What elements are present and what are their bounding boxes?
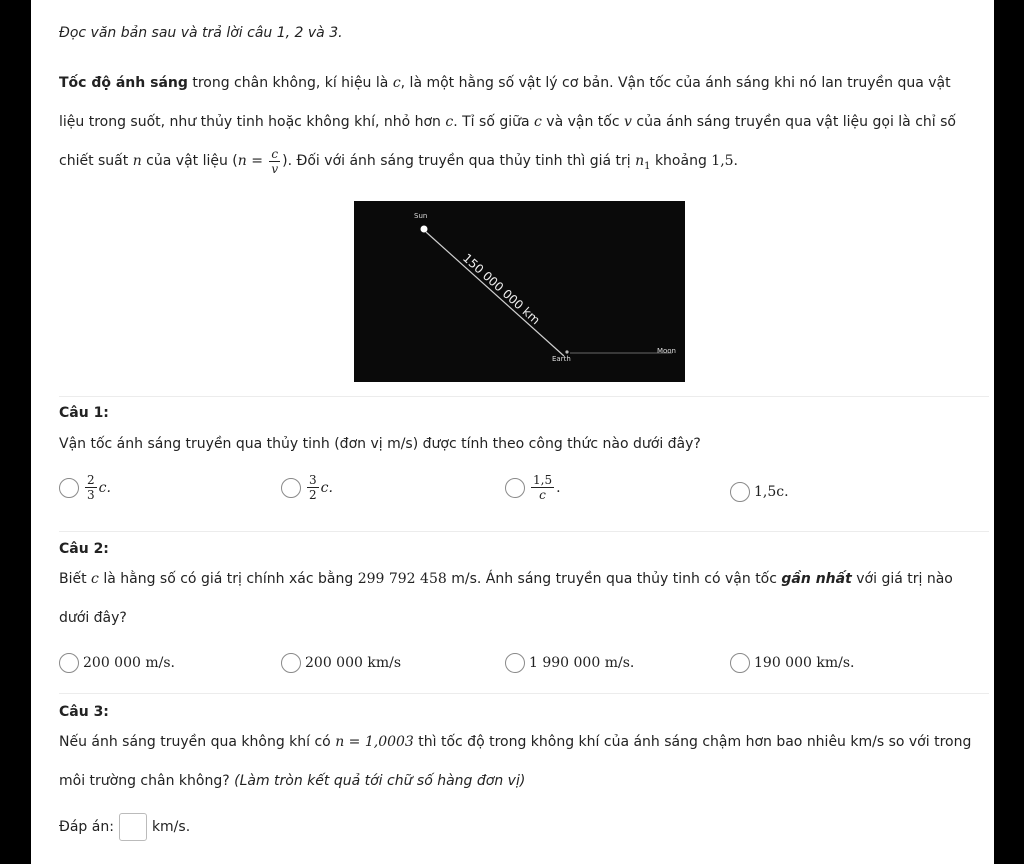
passage-text: trong chân không, kí hiệu là [187, 75, 393, 91]
passage-text: của vật liệu ( [141, 153, 238, 169]
fraction-numerator: 2 [87, 473, 95, 487]
passage-text: ). Đối với ánh sáng truyền qua thủy tinh thì giá trị [282, 153, 636, 169]
radio-button[interactable] [730, 482, 750, 502]
sun-label: Sun [414, 212, 428, 220]
option-suffix: . [556, 479, 561, 496]
q3-formula: n = 1,0003 [335, 734, 414, 750]
symbol-n: n [132, 153, 142, 169]
q3-title: Câu 3: [59, 704, 109, 720]
option-label: 200 000 km/s [305, 655, 402, 671]
radio-button[interactable] [59, 478, 79, 498]
symbol-c: c [534, 114, 542, 130]
q2-option-c[interactable] [505, 653, 634, 673]
distance-label: 150 000 000 km [459, 250, 543, 328]
q3-text-part: Nếu ánh sáng truyền qua không khí có [59, 734, 336, 750]
refractive-index-value: 1,5. [711, 153, 739, 169]
q2-text [59, 560, 984, 638]
passage-text: , là một hằng số vật lý cơ bản. Vận tốc của ánh sáng khi nó lan truyền qua vật liệu trong suốt, như thủy tinh hoặc không khí, nhỏ hơn [59, 75, 951, 130]
q2-option-d[interactable] [730, 653, 854, 673]
q2-text-part: Biết [59, 571, 92, 587]
sun-earth-figure [354, 201, 685, 382]
q2-option-a[interactable] [59, 653, 175, 673]
q2-title: Câu 2: [59, 541, 109, 557]
option-fraction [531, 474, 554, 501]
option-fraction [307, 474, 319, 501]
radio-button[interactable] [59, 653, 79, 673]
q3-text-part: thì tốc độ trong không khí của ánh sáng chậm hơn bao nhiêu km/s so với trong môi trường chân không? [59, 734, 972, 789]
q1-option-b[interactable] [281, 474, 333, 501]
q1-option-a[interactable] [59, 474, 111, 501]
passage-bold-lead: Tốc độ ánh sáng [59, 75, 188, 91]
answer-input[interactable] [119, 813, 147, 841]
fraction-numerator: 3 [309, 473, 317, 487]
option-label: 200 000 m/s. [83, 655, 175, 671]
passage [59, 64, 974, 186]
speed-of-light-value: 299 792 458 [357, 571, 447, 587]
radio-button[interactable] [730, 653, 750, 673]
answer-label: Đáp án: [59, 819, 114, 835]
radio-button[interactable] [505, 653, 525, 673]
earth-dot [565, 350, 568, 353]
symbol-c: c [392, 75, 401, 91]
passage-text: . Tỉ số giữa [453, 114, 535, 130]
q2-text-part: với giá trị nào dưới đây? [59, 571, 953, 626]
answer-unit: km/s. [151, 819, 191, 835]
divider [59, 693, 989, 694]
q2-text-part: m/s. Ánh sáng truyền qua thủy tinh có vận tốc [446, 571, 782, 587]
radio-button[interactable] [281, 653, 301, 673]
question-page [31, 0, 994, 864]
moon-label: Moon [656, 347, 676, 355]
fraction-numerator: c [271, 146, 279, 161]
q1-text: Vận tốc ánh sáng truyền qua thủy tinh (đơn vị m/s) được tính theo công thức nào dưới đây? [59, 436, 701, 452]
q1-title: Câu 1: [59, 405, 109, 421]
passage-text: khoảng [650, 153, 712, 169]
fraction-denominator: v [271, 161, 279, 176]
fraction-denominator: 3 [87, 488, 95, 502]
sun-dot [421, 226, 428, 233]
q2-option-b[interactable] [281, 653, 401, 673]
option-fraction [85, 474, 97, 501]
divider [59, 531, 989, 532]
symbol-c: c [445, 114, 454, 130]
symbol-n1: n [635, 153, 645, 169]
fraction-denominator: 2 [309, 488, 317, 502]
symbol-c: c [91, 571, 99, 587]
earth-label: Earth [552, 355, 571, 363]
sun-earth-diagram [354, 201, 685, 382]
passage-text: và vận tốc [541, 114, 625, 130]
symbol-v: v [624, 114, 632, 130]
option-label: 1,5c. [754, 484, 789, 500]
q1-option-c[interactable] [505, 474, 561, 501]
formula-lhs: n = [237, 153, 263, 169]
option-suffix: c. [98, 479, 111, 496]
answer-row [59, 813, 190, 841]
radio-button[interactable] [505, 478, 525, 498]
intro-instruction: Đọc văn bản sau và trả lời câu 1, 2 và 3. [59, 25, 343, 41]
q2-emphasis: gần nhất [781, 571, 852, 587]
option-label: 190 000 km/s. [754, 655, 855, 671]
radio-button[interactable] [281, 478, 301, 498]
passage-text: của ánh sáng truyền qua vật liệu gọi là chỉ số chiết suất [59, 114, 956, 169]
q1-option-d[interactable] [730, 482, 789, 502]
formula-fraction [269, 148, 280, 175]
distance-line [426, 232, 564, 356]
option-label: 1 990 000 m/s. [529, 655, 635, 671]
q3-text [59, 723, 984, 801]
option-suffix: c. [320, 479, 333, 496]
q3-rounding-note: (Làm tròn kết quả tới chữ số hàng đơn vị) [234, 773, 526, 789]
fraction-numerator: 1,5 [533, 473, 553, 487]
q2-text-part: là hằng số có giá trị chính xác bằng [98, 571, 358, 587]
fraction-denominator: c [539, 488, 546, 502]
subscript: 1 [644, 160, 651, 172]
divider [59, 396, 989, 397]
